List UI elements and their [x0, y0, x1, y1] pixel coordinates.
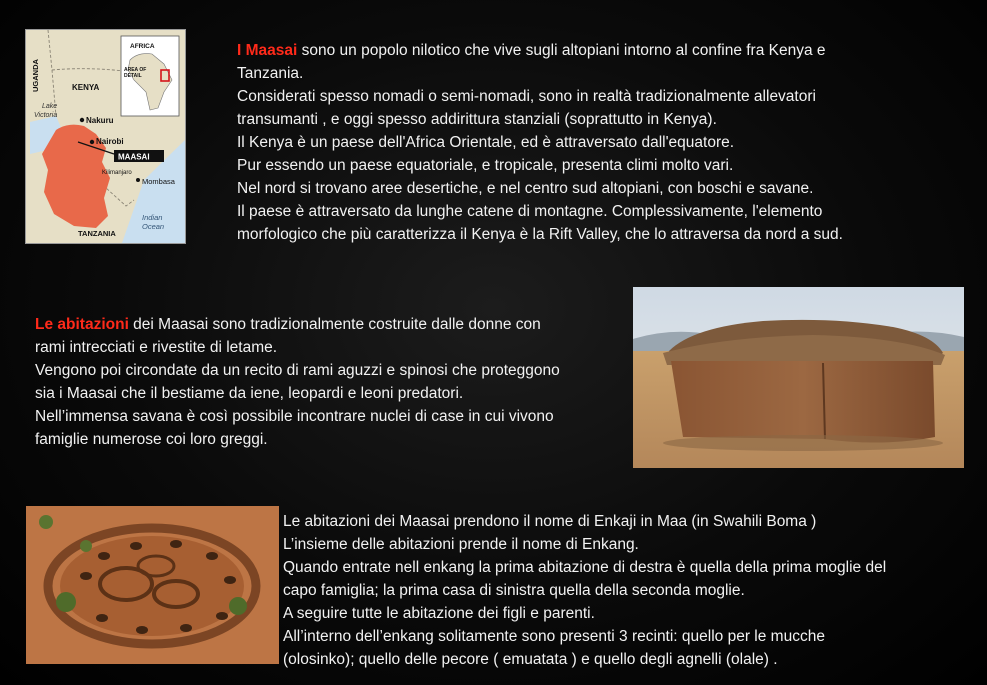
detail-label: DETAIL [124, 73, 142, 79]
intro-line-9: morfologico che più caratterizza il Kenya è la Rift Valley, che lo attraversa da nord a sud. [237, 226, 843, 243]
intro-line-3: Considerati spesso nomadi o semi-nomadi, sono in realtà tradizionalmente allevatori [237, 88, 816, 105]
nakuru-dot [80, 118, 84, 122]
maasai-map-label: MAASAI [118, 152, 150, 162]
intro-line-1: I Maasai sono un popolo nilotico che vive sugli altopiani intorno al confine fra Kenya e [237, 42, 826, 59]
kenya-map-svg [26, 30, 185, 243]
abitazioni-line-2: rami intrecciati e rivestite di letame. [35, 339, 278, 356]
victoria-label: Victoria [34, 112, 58, 119]
intro-line-7: Nel nord si trovano aree desertiche, e nel centro sud altopiani, con boschi e savane. [237, 180, 814, 197]
abitazioni-line-6: famiglie numerose coi loro greggi. [35, 431, 268, 448]
area-of-label: AREA OF [124, 67, 147, 73]
enkang-aerial-photo [26, 506, 279, 664]
hut-photo-svg [633, 287, 964, 468]
kenya-label: KENYA [72, 83, 100, 92]
indian-label: Indian [142, 213, 163, 222]
africa-label: AFRICA [130, 43, 155, 50]
mombasa-label: Mombasa [142, 177, 175, 186]
abitazioni-text [35, 313, 625, 451]
tanzania-label: TANZANIA [78, 229, 116, 238]
enkang-line-2: L’insieme delle abitazioni prende il nome di Enkang. [283, 536, 639, 553]
abitazioni-line-1: Le abitazioni dei Maasai sono tradizionalmente costruite dalle donne con [35, 316, 541, 333]
mombasa-dot [136, 178, 140, 182]
intro-line-6: Pur essendo un paese equatoriale, e tropicale, presenta climi molto vari. [237, 157, 734, 174]
kenya-map-image [26, 30, 185, 243]
lake-label: Lake [42, 103, 58, 110]
abitazioni-line-5: Nell’immensa savana è così possibile incontrare nuclei di case in cui vivono [35, 408, 554, 425]
abitazioni-highlight: Le abitazioni [35, 316, 129, 333]
nairobi-label: Nairobi [96, 137, 124, 146]
uganda-label: UGANDA [31, 59, 40, 92]
nairobi-dot [90, 140, 94, 144]
maasai-hut-photo [633, 287, 964, 468]
intro-line-4: transumanti , e oggi spesso addirittura stanziali (soprattutto in Kenya). [237, 111, 717, 128]
enkang-line-6: All’interno dell’enkang solitamente sono presenti 3 recinti: quello per le mucche [283, 628, 825, 645]
maasai-intro-text [237, 39, 957, 246]
maasai-highlight: I Maasai [237, 42, 298, 59]
intro-line-8: Il paese è attraversato da lunghe catene di montagne. Complessivamente, l'elemento [237, 203, 823, 220]
abitazioni-line-3: Vengono poi circondate da un recito di rami aguzzi e spinosi che proteggono [35, 362, 560, 379]
village-photo-svg [26, 506, 279, 664]
enkang-text [283, 510, 978, 671]
enkang-line-5: A seguire tutte le abitazione dei figli e parenti. [283, 605, 595, 622]
intro-line-2: Tanzania. [237, 65, 304, 82]
abitazioni-line-4: sia i Maasai che il bestiame da iene, leopardi e leoni predatori. [35, 385, 464, 402]
enkang-line-1: Le abitazioni dei Maasai prendono il nome di Enkaji in Maa (in Swahili Boma ) [283, 513, 817, 530]
intro-line-5: Il Kenya è un paese dell'Africa Orientale, ed è attraversato dall'equatore. [237, 134, 735, 151]
enkang-line-4: capo famiglia; la prima casa di sinistra quella della seconda moglie. [283, 582, 745, 599]
ocean-label: Ocean [142, 222, 165, 231]
nakuru-label: Nakuru [86, 116, 114, 125]
enkang-line-3: Quando entrate nell enkang la prima abitazione di destra è quella della prima moglie del [283, 559, 887, 576]
enkang-line-7: (olosinko); quello delle pecore ( emuatata ) e quello degli agnelli (olale) . [283, 651, 778, 668]
kilimanjaro-label: Kilimanjaro [102, 170, 132, 176]
